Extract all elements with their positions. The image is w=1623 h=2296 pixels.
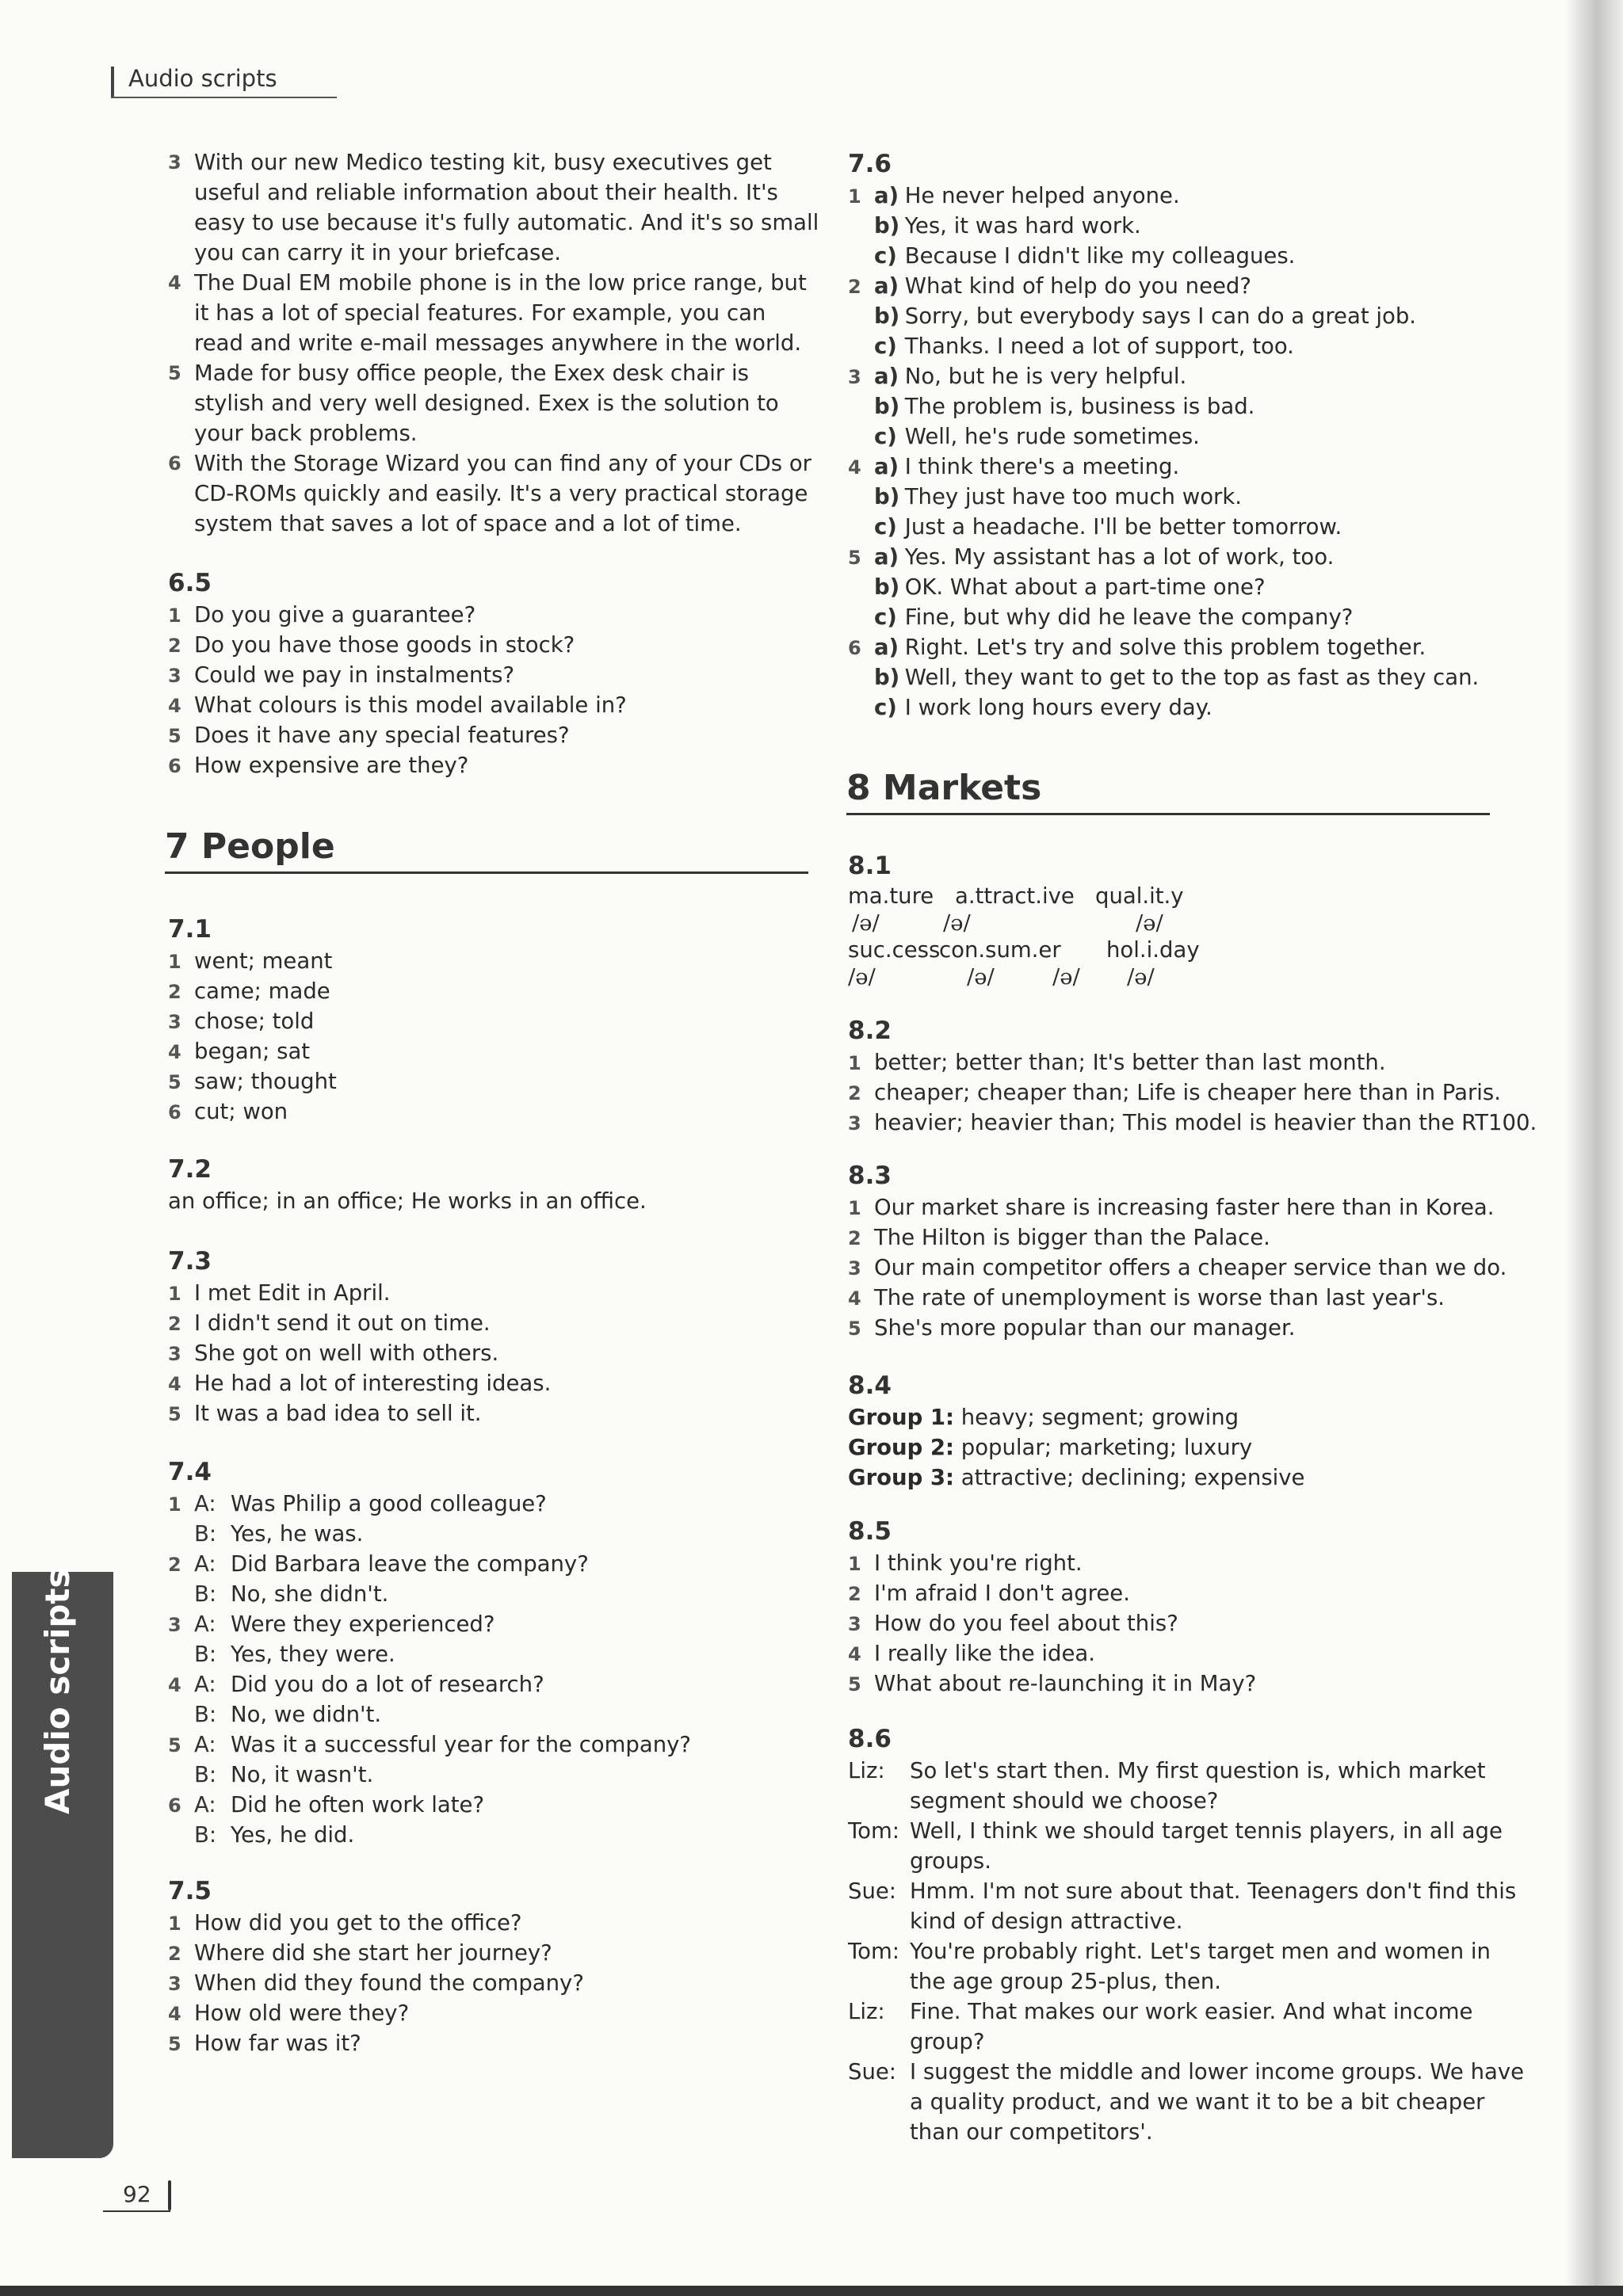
list-item: 5 What about re-launching it in May? bbox=[848, 1671, 1257, 1696]
dialogue-turn: Liz: So let's start then. My first question is, which market segment should we choose? bbox=[848, 1758, 1486, 1814]
list-item: 1 a) He never helped anyone. bbox=[848, 183, 1180, 208]
section-7-6 bbox=[848, 147, 1529, 723]
dialogue-answer: B: No, it wasn't. bbox=[194, 1762, 374, 1787]
list-item: 5 saw; thought bbox=[168, 1069, 337, 1094]
section-8-4 bbox=[848, 1369, 1529, 1493]
list-item: 2 I didn't send it out on time. bbox=[168, 1310, 491, 1336]
section-heading: 8.4 bbox=[848, 1371, 892, 1400]
stress-marks: /ə/ /ə/ /ə/ /ə/ bbox=[848, 964, 1155, 990]
list-item: 6 With the Storage Wizard you can find any of your CDs or CD-ROMs quickly and easily. It's a very practical storage system that saves a lot of space and a lot of time. bbox=[168, 451, 812, 536]
list-item: 4 a) I think there's a meeting. bbox=[848, 454, 1180, 479]
list-item: 5 Does it have any special features? bbox=[168, 723, 570, 748]
section-heading: 8.2 bbox=[848, 1016, 892, 1045]
list-item: c) Thanks. I need a lot of support, too. bbox=[874, 334, 1294, 359]
section-8-5 bbox=[848, 1515, 1529, 1699]
unit-heading: 7 People bbox=[165, 826, 335, 867]
list-item: 4 How old were they? bbox=[168, 2000, 410, 2026]
list-item: c) I work long hours every day. bbox=[874, 695, 1212, 720]
unit-heading-rule bbox=[165, 871, 808, 874]
section-8-3 bbox=[848, 1159, 1529, 1343]
list-item: b) Sorry, but everybody says I can do a great job. bbox=[874, 303, 1417, 329]
list-item: b) Yes, it was hard work. bbox=[874, 213, 1141, 238]
side-tab-label: Audio scripts bbox=[38, 1568, 77, 1814]
list-item: 2 cheaper; cheaper than; Life is cheaper here than in Paris. bbox=[848, 1080, 1501, 1105]
list-item: 4 The rate of unemployment is worse than last year's. bbox=[848, 1285, 1445, 1310]
section-heading: 7.6 bbox=[848, 150, 892, 178]
section-7-5 bbox=[168, 1875, 850, 2058]
page-gutter-shadow bbox=[1565, 0, 1623, 2296]
unit-heading: 8 Markets bbox=[846, 768, 1042, 808]
section-heading: 7.1 bbox=[168, 915, 212, 944]
list-item: 4 He had a lot of interesting ideas. bbox=[168, 1371, 552, 1396]
list-item: 5 She's more popular than our manager. bbox=[848, 1315, 1296, 1341]
list-item: b) OK. What about a part-time one? bbox=[874, 574, 1266, 600]
dialogue-answer: B: Yes, he was. bbox=[194, 1521, 364, 1547]
list-item: 1 How did you get to the office? bbox=[168, 1910, 522, 1936]
unit-heading-rule bbox=[846, 813, 1490, 815]
dialogue-turn: Sue: Hmm. I'm not sure about that. Teenagers don't find this kind of design attractive. bbox=[848, 1878, 1517, 1934]
list-item: 2 a) What kind of help do you need? bbox=[848, 273, 1251, 299]
list-item: c) Well, he's rude sometimes. bbox=[874, 424, 1200, 449]
list-item: 4 What colours is this model available in? bbox=[168, 692, 627, 718]
list-item: 2 The Hilton is bigger than the Palace. bbox=[848, 1225, 1270, 1250]
section-heading: 8.6 bbox=[848, 1725, 892, 1753]
linking-sentence: an office; in an office; He works in an office. bbox=[168, 1188, 647, 1214]
dialogue-turn: Liz: Fine. That makes our work easier. And what income group? bbox=[848, 1999, 1473, 2054]
list-item: b) Well, they want to get to the top as fast as they can. bbox=[874, 665, 1480, 690]
dialogue-question: 6 A: Did he often work late? bbox=[168, 1792, 485, 1817]
section-heading: 7.4 bbox=[168, 1458, 212, 1486]
dialogue-answer: B: No, we didn't. bbox=[194, 1702, 382, 1727]
dialogue-question: 4 A: Did you do a lot of research? bbox=[168, 1672, 544, 1697]
section-heading: 7.5 bbox=[168, 1877, 212, 1905]
list-item: 6 How expensive are they? bbox=[168, 753, 469, 778]
list-item: 3 When did they found the company? bbox=[168, 1970, 584, 1996]
list-item: c) Because I didn't like my colleagues. bbox=[874, 243, 1296, 269]
list-item: 2 I'm afraid I don't agree. bbox=[848, 1581, 1130, 1606]
list-item: 1 went; meant bbox=[168, 948, 333, 974]
syllable-row: suc.cess con.sum.er hol.i.day bbox=[848, 937, 1200, 963]
list-item: 5 How far was it? bbox=[168, 2031, 361, 2056]
dialogue-answer: B: Yes, they were. bbox=[194, 1642, 395, 1667]
group-line: Group 2: popular; marketing; luxury bbox=[848, 1435, 1253, 1460]
list-item: 6 a) Right. Let's try and solve this problem together. bbox=[848, 635, 1426, 660]
list-item: 1 better; better than; It's better than last month. bbox=[848, 1050, 1386, 1075]
list-item: 2 Do you have those goods in stock? bbox=[168, 632, 575, 658]
list-item: 3 She got on well with others. bbox=[168, 1341, 499, 1366]
section-heading: 6.5 bbox=[168, 569, 212, 597]
unit-8-header bbox=[846, 765, 1528, 811]
section-heading: 7.3 bbox=[168, 1247, 212, 1276]
dialogue-turn: Sue: I suggest the middle and lower income groups. We have a quality product, and we want it to be a bit cheaper than our competitors'. bbox=[848, 2059, 1525, 2145]
section-heading: 8.1 bbox=[848, 852, 892, 880]
list-item: 1 Our market share is increasing faster here than in Korea. bbox=[848, 1195, 1495, 1220]
list-item: 5 Made for busy office people, the Exex desk chair is stylish and very well designed. Exex is the solution to your back problems. bbox=[168, 360, 779, 446]
syllable-row: ma.ture a.ttract.ive qual.it.y bbox=[848, 883, 1184, 909]
list-item: 2 came; made bbox=[168, 978, 330, 1004]
list-item: 4 began; sat bbox=[168, 1039, 311, 1064]
group-line: Group 3: attractive; declining; expensive bbox=[848, 1465, 1305, 1490]
list-item: c) Just a headache. I'll be better tomorrow. bbox=[874, 514, 1342, 540]
running-header: Audio scripts bbox=[128, 65, 277, 92]
page-bottom-edge bbox=[0, 2286, 1623, 2296]
list-item: b) They just have too much work. bbox=[874, 484, 1243, 509]
list-item: 5 a) Yes. My assistant has a lot of work, too. bbox=[848, 544, 1335, 570]
dialogue-answer: B: No, she didn't. bbox=[194, 1581, 389, 1607]
dialogue-question: 1 A: Was Philip a good colleague? bbox=[168, 1491, 547, 1516]
header-rule bbox=[111, 97, 337, 98]
dialogue-question: 5 A: Was it a successful year for the company? bbox=[168, 1732, 692, 1757]
list-item: 1 Do you give a guarantee? bbox=[168, 602, 476, 627]
section-heading: 7.2 bbox=[168, 1155, 212, 1184]
list-item: 3 With our new Medico testing kit, busy executives get useful and reliable information about their health. It's easy to use because it's fully automatic. And it's so small you can carry it in your briefcase. bbox=[168, 150, 819, 265]
list-item: 1 I met Edit in April. bbox=[168, 1280, 391, 1306]
list-item: 2 Where did she start her journey? bbox=[168, 1940, 552, 1966]
list-item: 6 cut; won bbox=[168, 1099, 288, 1124]
section-8-6 bbox=[848, 1722, 1529, 2147]
list-item: 3 How do you feel about this? bbox=[848, 1611, 1178, 1636]
page-number-bracket bbox=[168, 2180, 171, 2210]
unit-7-header bbox=[165, 824, 846, 870]
dialogue-answer: B: Yes, he did. bbox=[194, 1822, 355, 1848]
intro-items bbox=[168, 147, 850, 539]
list-item: c) Fine, but why did he leave the company? bbox=[874, 605, 1354, 630]
list-item: 1 I think you're right. bbox=[848, 1550, 1083, 1576]
section-8-1 bbox=[848, 849, 1529, 990]
dialogue-question: 2 A: Did Barbara leave the company? bbox=[168, 1551, 589, 1577]
list-item: 3 heavier; heavier than; This model is heavier than the RT100. bbox=[848, 1110, 1537, 1135]
list-item: 3 Could we pay in instalments? bbox=[168, 662, 515, 688]
list-item: 3 a) No, but he is very helpful. bbox=[848, 364, 1187, 389]
list-item: 4 I really like the idea. bbox=[848, 1641, 1095, 1666]
page-number: 92 bbox=[123, 2181, 151, 2207]
section-heading: 8.3 bbox=[848, 1161, 892, 1190]
list-item: 4 The Dual EM mobile phone is in the low price range, but it has a lot of special features. For example, you can read and write e-mail messages anywhere in the world. bbox=[168, 270, 807, 356]
section-8-2 bbox=[848, 1014, 1537, 1138]
section-7-2 bbox=[168, 1153, 850, 1216]
section-7-4 bbox=[168, 1455, 850, 1850]
stress-marks: /ə/ /ə/ /ə/ bbox=[852, 910, 1163, 936]
list-item: b) The problem is, business is bad. bbox=[874, 394, 1255, 419]
list-item: 3 chose; told bbox=[168, 1009, 315, 1034]
dialogue-turn: Tom: Well, I think we should target tennis players, in all age groups. bbox=[848, 1818, 1503, 1874]
list-item: 5 It was a bad idea to sell it. bbox=[168, 1401, 482, 1426]
dialogue-turn: Tom: You're probably right. Let's target men and women in the age group 25-plus, then. bbox=[848, 1939, 1491, 1994]
dialogue-question: 3 A: Were they experienced? bbox=[168, 1611, 495, 1637]
section-6-5 bbox=[168, 566, 850, 780]
section-7-3 bbox=[168, 1245, 850, 1428]
group-line: Group 1: heavy; segment; growing bbox=[848, 1405, 1239, 1430]
section-7-1 bbox=[168, 913, 850, 1127]
header-mark bbox=[111, 67, 114, 97]
list-item: 3 Our main competitor offers a cheaper service than we do. bbox=[848, 1255, 1507, 1280]
page-number-rule bbox=[103, 2210, 170, 2212]
section-heading: 8.5 bbox=[848, 1517, 892, 1546]
